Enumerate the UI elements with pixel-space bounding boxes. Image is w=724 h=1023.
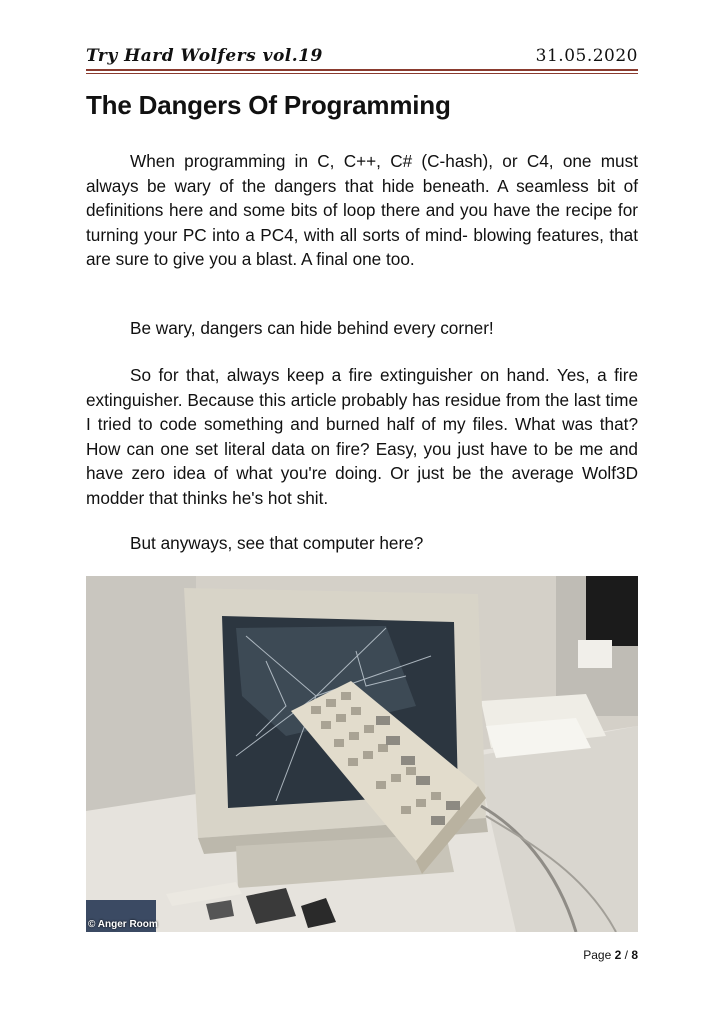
running-header	[86, 44, 638, 70]
paragraph-extinguisher: So for that, always keep a fire extinguisher on hand. Yes, a fire extinguisher. Because this article probably has residue from the last time I tried to code something and burned half of my files. What was that? How can one set literal data on fire? Easy, you just have to be me and have zero idea of what you're doing. Or just be the average Wolf3D modder that thinks he's hot shit.	[86, 365, 638, 508]
article-title: The Dangers Of Programming	[86, 90, 451, 120]
header-rule	[86, 69, 638, 71]
smashed-computer-photo	[86, 576, 638, 932]
header-rule-thin	[86, 73, 638, 74]
page-label: Page	[583, 948, 612, 962]
paragraph-computer: But anyways, see that computer here?	[130, 533, 424, 553]
photo-illustration	[86, 576, 638, 932]
photo-credit: © Anger Room	[88, 919, 158, 930]
page-separator: /	[624, 948, 628, 962]
issue-date: 31.05.2020	[535, 46, 638, 66]
page-number	[583, 948, 638, 962]
paragraph-intro: When programming in C, C++, C# (C-hash), or C4, one must always be wary of the dangers that hide beneath. A seamless bit of definitions here and some bits of loop there and you have the recipe for turning your PC into a PC4, with all sorts of mind- blowing features, that are sure to give you a blast. A final one too.	[86, 151, 638, 270]
paragraph-warning: Be wary, dangers can hide behind every corner!	[130, 318, 494, 338]
magazine-title: Try Hard Wolfers vol.19	[86, 46, 323, 66]
current-page: 2	[614, 948, 622, 962]
total-pages: 8	[631, 948, 638, 962]
